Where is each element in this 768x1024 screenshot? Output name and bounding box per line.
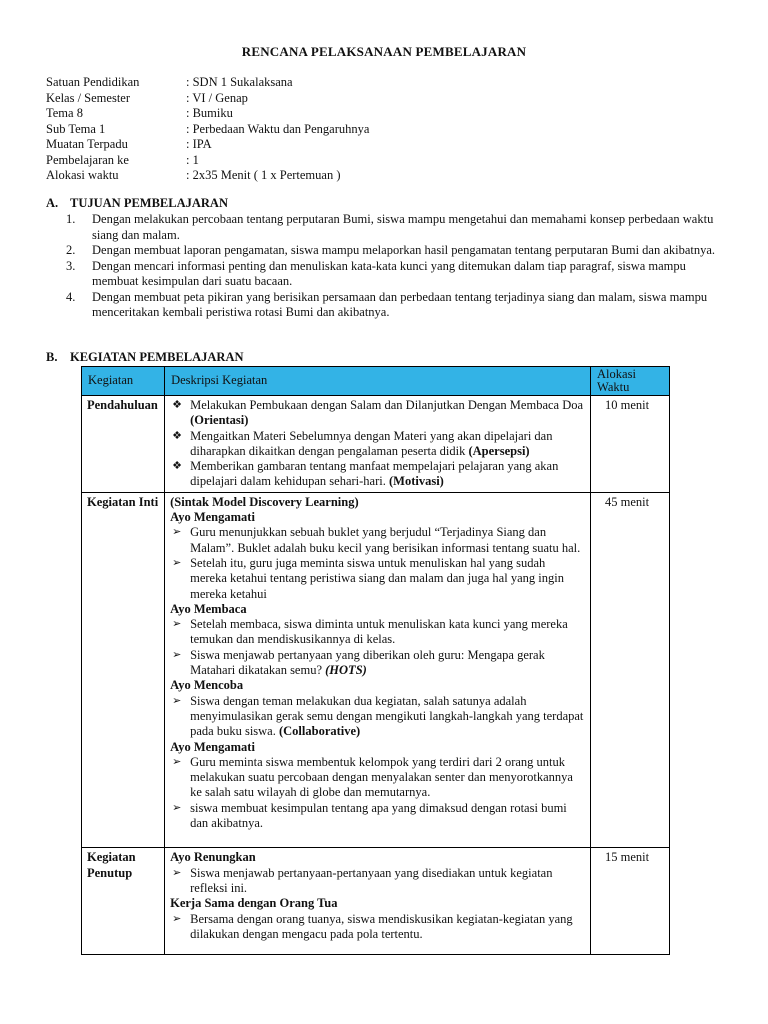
subheading: Ayo Mengamati bbox=[170, 739, 255, 754]
list-number: 4. bbox=[66, 289, 76, 304]
bullet-list bbox=[170, 866, 585, 897]
diamond-bullet-icon: ❖ bbox=[172, 460, 182, 473]
list-item bbox=[170, 459, 585, 490]
list-item bbox=[170, 755, 585, 801]
spacer bbox=[170, 831, 585, 845]
arrow-bullet-icon: ➢ bbox=[172, 648, 182, 661]
list-text: Dengan membuat laporan pengamatan, siswa mampu melaporkan hasil pengamatan tentang perputaran Bumi dan akibatnya. bbox=[92, 243, 716, 257]
list-text: Setelah membaca, siswa diminta untuk menuliskan kata kunci yang mereka temukan dan mendiskusikannya di kelas. bbox=[190, 617, 568, 647]
info-label: Alokasi waktu bbox=[46, 168, 119, 182]
bullet-list bbox=[170, 525, 585, 601]
list-number: 1. bbox=[66, 212, 76, 226]
list-item bbox=[170, 866, 585, 897]
info-row bbox=[46, 153, 726, 169]
section-letter: A. bbox=[46, 196, 59, 210]
cell-deskripsi bbox=[165, 848, 591, 955]
subheading: Ayo Mencoba bbox=[170, 678, 244, 693]
cell-alokasi: 45 menit bbox=[591, 492, 670, 848]
list-text: Siswa menjawab pertanyaan-pertanyaan yang disediakan untuk kegiatan refleksi ini. bbox=[190, 865, 553, 895]
bullet-list bbox=[170, 398, 585, 490]
list-tag: (Apersepsi) bbox=[468, 443, 530, 458]
cell-alokasi: 15 menit bbox=[591, 848, 670, 955]
arrow-bullet-icon: ➢ bbox=[172, 866, 182, 879]
info-block bbox=[46, 75, 726, 184]
arrow-bullet-icon: ➢ bbox=[172, 755, 182, 768]
info-label: Tema 8 bbox=[46, 106, 83, 120]
list-text: Melakukan Pembukaan dengan Salam dan Dilanjutkan Dengan Membaca Doa bbox=[190, 398, 584, 412]
document-title: RENCANA PELAKSANAAN PEMBELAJARAN bbox=[241, 44, 527, 59]
list-item bbox=[170, 398, 585, 429]
subheading: Ayo Mengamati bbox=[170, 510, 255, 525]
activities-table bbox=[81, 366, 670, 955]
list-text: siswa membuat kesimpulan tentang apa yang dimaksud dengan rotasi bumi dan akibatnya. bbox=[190, 800, 567, 831]
info-row bbox=[46, 137, 726, 153]
list-text: Guru menunjukkan sebuah buklet yang berjudul “Terjadinya Siang dan Malam”. Buklet adalah buku kecil yang berisikan informasi tentang suatu hal. bbox=[190, 525, 581, 555]
cell-alokasi: 10 menit bbox=[591, 396, 670, 493]
header-deskripsi: Deskripsi Kegiatan bbox=[165, 367, 591, 396]
list-text: Mengaitkan Materi Sebelumnya dengan Materi yang akan dipelajari dan diharapkan dikaitkan dengan pengalaman peserta didik bbox=[190, 428, 553, 458]
list-item bbox=[66, 212, 731, 243]
subheading: Ayo Renungkan bbox=[170, 850, 256, 865]
info-row bbox=[46, 122, 726, 138]
info-value: : Bumiku bbox=[186, 106, 233, 120]
cell-deskripsi bbox=[165, 396, 591, 493]
list-number: 2. bbox=[66, 243, 76, 257]
list-text: Dengan membuat peta pikiran yang berisikan persamaan dan perbedaan tentang terjadinya siang dan malam, siswa mampu menceritakan kembali peristiwa rotasi Bumi dan akibatnya. bbox=[92, 289, 708, 319]
cell-kegiatan: Kegiatan Inti bbox=[82, 492, 165, 848]
subheading: Kerja Sama dengan Orang Tua bbox=[170, 896, 338, 911]
info-value: : VI / Genap bbox=[186, 90, 248, 105]
arrow-bullet-icon: ➢ bbox=[172, 556, 182, 569]
arrow-bullet-icon: ➢ bbox=[172, 618, 182, 631]
info-row bbox=[46, 91, 726, 107]
list-item bbox=[66, 259, 731, 290]
header-alokasi: Alokasi Waktu bbox=[591, 367, 670, 396]
info-row bbox=[46, 168, 726, 184]
list-tag: (Motivasi) bbox=[389, 474, 444, 489]
arrow-bullet-icon: ➢ bbox=[172, 801, 182, 814]
list-item bbox=[170, 525, 585, 556]
section-title: TUJUAN PEMBELAJARAN bbox=[70, 196, 228, 210]
header-kegiatan: Kegiatan bbox=[82, 367, 165, 396]
list-text: Setelah itu, guru juga meminta siswa untuk menuliskan hal yang sudah mereka ketahui tentang peristiwa siang dan malam dan juga hal yang ingin mereka ketahui bbox=[190, 555, 564, 601]
list-text: Siswa menjawab pertanyaan yang diberikan oleh guru: Mengapa gerak Matahari dikatakan semu? bbox=[190, 647, 545, 678]
list-tag: (Orientasi) bbox=[190, 413, 249, 428]
list-item bbox=[170, 801, 585, 832]
info-value: : 2x35 Menit ( 1 x Pertemuan ) bbox=[186, 168, 341, 182]
cell-kegiatan: Kegiatan Penutup bbox=[82, 848, 165, 955]
list-item bbox=[170, 694, 585, 740]
table-row bbox=[82, 492, 670, 848]
table-row bbox=[82, 848, 670, 955]
spacer bbox=[170, 942, 585, 952]
info-row bbox=[46, 106, 726, 122]
bullet-list bbox=[170, 617, 585, 678]
section-b-heading bbox=[46, 350, 244, 365]
diamond-bullet-icon: ❖ bbox=[172, 399, 182, 411]
info-row bbox=[46, 75, 726, 91]
cell-kegiatan: Pendahuluan bbox=[82, 396, 165, 493]
list-item bbox=[66, 290, 731, 321]
section-title: KEGIATAN PEMBELAJARAN bbox=[70, 350, 244, 364]
list-text: Memberikan gambaran tentang manfaat mempelajari pelajaran yang akan dipelajari dalam kehidupan sehari-hari. bbox=[190, 459, 559, 489]
arrow-bullet-icon: ➢ bbox=[172, 912, 182, 925]
list-item bbox=[170, 648, 585, 679]
list-item bbox=[170, 429, 585, 460]
info-value: : IPA bbox=[186, 137, 212, 151]
arrow-bullet-icon: ➢ bbox=[172, 694, 182, 707]
section-a-heading bbox=[46, 196, 228, 211]
list-item bbox=[170, 617, 585, 648]
bullet-list bbox=[170, 755, 585, 831]
info-label: Muatan Terpadu bbox=[46, 137, 128, 151]
info-value: : SDN 1 Sukalaksana bbox=[186, 75, 293, 89]
list-text: Guru meminta siswa membentuk kelompok yang terdiri dari 2 orang untuk melakukan suatu percobaan dengan menyalakan senter dan menyorotkannya ke salah satu wilayah di globe dan memutarnya. bbox=[190, 754, 573, 800]
list-tag: (Collaborative) bbox=[278, 724, 361, 739]
table-header-row bbox=[82, 367, 670, 396]
cell-deskripsi bbox=[165, 492, 591, 848]
list-tag: (HOTS) bbox=[325, 663, 367, 678]
info-value: : 1 bbox=[186, 152, 199, 167]
subheading: Ayo Membaca bbox=[170, 601, 247, 616]
info-label: Sub Tema 1 bbox=[46, 121, 106, 136]
list-text: Siswa dengan teman melakukan dua kegiatan, salah satunya adalah menyimulasikan gerak semu dengan mengikuti langkah-langkah yang terdapat pada buku siswa. bbox=[190, 693, 584, 739]
bullet-list bbox=[170, 912, 585, 943]
list-item bbox=[170, 912, 585, 943]
list-number: 3. bbox=[66, 258, 76, 273]
diamond-bullet-icon: ❖ bbox=[172, 429, 182, 442]
goals-list bbox=[66, 212, 731, 321]
bullet-list bbox=[170, 694, 585, 740]
info-label: Pembelajaran ke bbox=[46, 152, 129, 167]
model-label: (Sintak Model Discovery Learning) bbox=[170, 494, 359, 509]
info-label: Kelas / Semester bbox=[46, 90, 131, 105]
table-row bbox=[82, 396, 670, 493]
list-text: Dengan mencari informasi penting dan menuliskan kata-kata kunci yang ditemukan dalam tiap paragraf, siswa mampu membuat kesimpulan dari suatu bacaan. bbox=[92, 258, 686, 288]
arrow-bullet-icon: ➢ bbox=[172, 526, 182, 539]
list-item bbox=[170, 556, 585, 602]
list-text: Dengan melakukan percobaan tentang perputaran Bumi, siswa mampu mengetahui dan memahami konsep perbedaan waktu siang dan malam. bbox=[92, 212, 714, 242]
list-text: Bersama dengan orang tuanya, siswa mendiskusikan kegiatan-kegiatan yang dilakukan dengan mengacu pada pola tertentu. bbox=[190, 911, 573, 941]
info-value: : Perbedaan Waktu dan Pengaruhnya bbox=[186, 121, 370, 136]
list-item bbox=[66, 243, 731, 259]
section-letter: B. bbox=[46, 350, 58, 364]
info-label: Satuan Pendidikan bbox=[46, 75, 140, 89]
